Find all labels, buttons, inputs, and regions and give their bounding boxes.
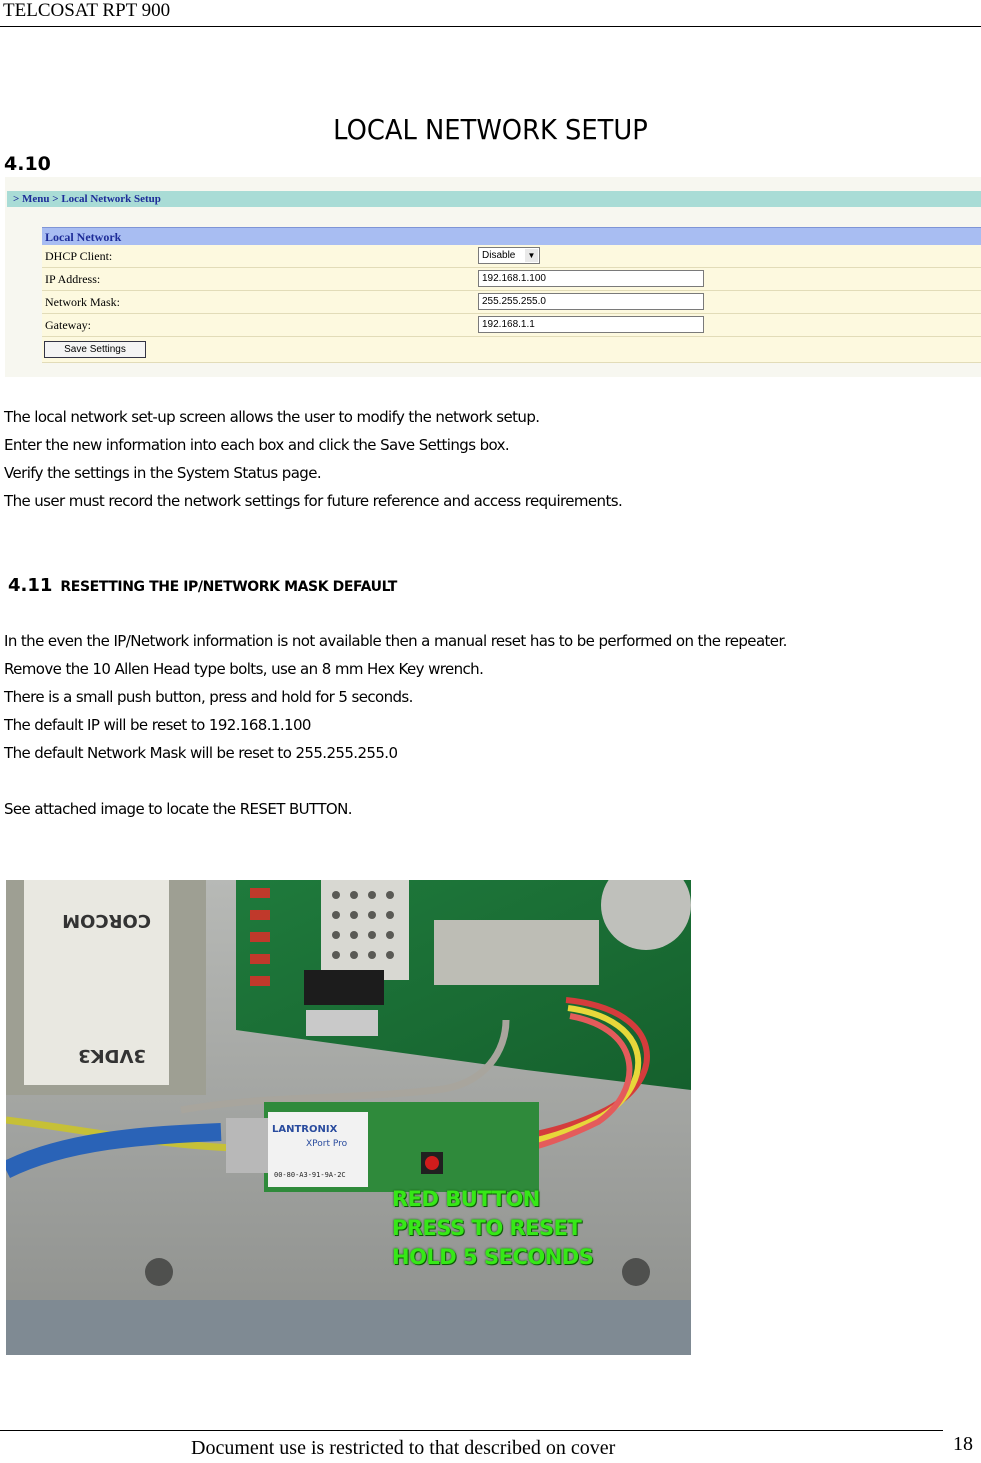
save-row xyxy=(42,337,981,363)
dhcp-select-value: Disable xyxy=(482,250,516,261)
breadcrumb-menu-link[interactable]: Menu xyxy=(22,193,50,205)
filter-model-text: 3VDK3 xyxy=(78,1045,146,1066)
footer-rule xyxy=(0,1430,943,1431)
reset-line: Remove the 10 Allen Head type bolts, use an 8 mm Hex Key wrench. xyxy=(4,660,484,678)
photo-illustration xyxy=(6,880,691,1355)
reset-section-title: RESETTING THE IP/NETWORK MASK DEFAULT xyxy=(60,579,397,595)
reset-line: The default Network Mask will be reset to 255.255.255.0 xyxy=(4,744,398,762)
reset-button xyxy=(425,1156,439,1170)
chassis-hole xyxy=(145,1258,173,1286)
chassis-edge xyxy=(6,1300,691,1355)
reset-paragraph xyxy=(4,627,979,823)
repeater-interior-photo xyxy=(6,880,691,1355)
section-number: 4.10 xyxy=(4,153,51,175)
save-settings-button[interactable]: Save Settings xyxy=(44,341,146,358)
intro-line: Verify the settings in the System Status page. xyxy=(4,464,322,482)
reset-section-heading xyxy=(8,572,397,601)
ip-address-input[interactable]: 192.168.1.100 xyxy=(478,270,704,287)
chevron-down-icon[interactable]: ▼ xyxy=(525,249,538,262)
document-header-title: TELCOSAT RPT 900 xyxy=(3,0,171,21)
network-mask-input[interactable]: 255.255.255.0 xyxy=(478,293,704,310)
intro-line: The user must record the network settings for future reference and access requirements. xyxy=(4,492,623,510)
intro-paragraph xyxy=(4,403,979,515)
module-brand-text: LANTRONIX xyxy=(272,1124,338,1135)
caption-line: HOLD 5 SECONDS xyxy=(392,1245,594,1269)
intro-line: The local network set-up screen allows the user to modify the network setup. xyxy=(4,408,540,426)
intro-line: Enter the new information into each box and click the Save Settings box. xyxy=(4,436,510,454)
local-network-ui-screenshot xyxy=(5,177,981,377)
panel-title: Local Network xyxy=(42,227,981,245)
caption-line: RED BUTTON xyxy=(392,1187,540,1211)
gateway-label: Gateway: xyxy=(45,318,91,332)
section-title: LOCAL NETWORK SETUP xyxy=(333,113,648,146)
dhcp-row xyxy=(42,245,981,268)
rj45-jack xyxy=(226,1118,274,1173)
see-image-line: See attached image to locate the RESET BUTTON. xyxy=(4,800,352,818)
module-mac-text: 00-80-A3-91-9A-2C xyxy=(274,1171,346,1179)
dhcp-label: DHCP Client: xyxy=(45,249,113,263)
reset-section-number: 4.11 xyxy=(8,575,53,596)
header-rule xyxy=(0,26,981,27)
breadcrumb-prefix: > xyxy=(13,193,23,205)
reset-line: The default IP will be reset to 192.168.1.100 xyxy=(4,716,311,734)
gateway-row xyxy=(42,314,981,337)
chassis-hole xyxy=(622,1258,650,1286)
gateway-input[interactable]: 192.168.1.1 xyxy=(478,316,704,333)
footer-notice: Document use is restricted to that described on cover xyxy=(191,1437,616,1459)
reset-instruction-caption xyxy=(392,1185,593,1272)
reset-line: In the even the IP/Network information is not available then a manual reset has to be performed on the repeater. xyxy=(4,632,787,650)
mask-label: Network Mask: xyxy=(45,295,120,309)
filter-brand-text: CORCOM xyxy=(62,910,151,931)
dhcp-select[interactable] xyxy=(478,247,540,264)
led-bar xyxy=(306,1010,378,1036)
module-model-text: XPort Pro xyxy=(306,1139,348,1149)
caption-line: PRESS TO RESET xyxy=(392,1216,582,1240)
breadcrumb-current-page: Local Network Setup xyxy=(61,193,161,205)
local-network-panel xyxy=(42,227,981,363)
ip-row xyxy=(42,268,981,291)
breadcrumb-separator: > xyxy=(49,193,62,205)
blank-line xyxy=(4,767,979,795)
reset-line: There is a small push button, press and hold for 5 seconds. xyxy=(4,688,413,706)
rf-filter xyxy=(434,920,599,985)
page-number: 18 xyxy=(953,1433,973,1455)
mask-row xyxy=(42,291,981,314)
breadcrumb xyxy=(7,191,981,207)
ip-label: IP Address: xyxy=(45,272,101,286)
ic-chip xyxy=(304,970,384,1005)
